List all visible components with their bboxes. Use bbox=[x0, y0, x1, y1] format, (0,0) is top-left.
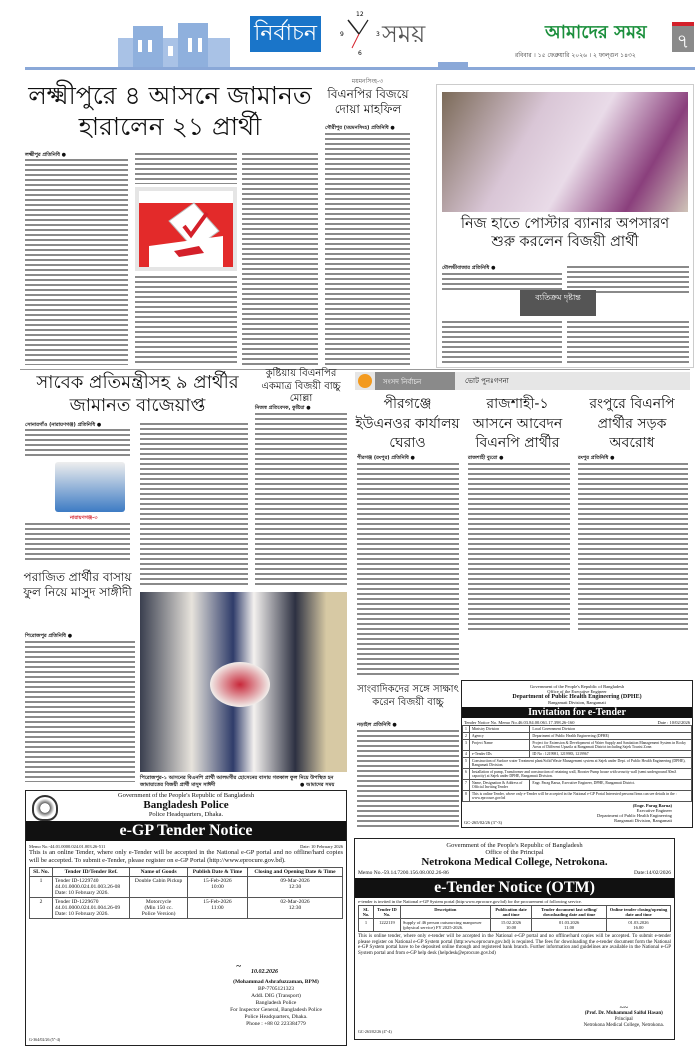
column-header: SL No. bbox=[30, 868, 53, 877]
netrokona-org: Netrokona Medical College, Netrokona. bbox=[421, 856, 608, 868]
police-signatory-hq: Police Headquarters, Dhaka. bbox=[244, 1014, 308, 1020]
netrokona-table bbox=[358, 905, 671, 932]
police-table bbox=[29, 867, 343, 919]
row-number: 5 bbox=[463, 758, 470, 769]
police-gov: Government of the People's Republic of Bangladesh bbox=[117, 792, 255, 799]
dphe-title: Invitation for e-Tender bbox=[462, 707, 692, 718]
rangpur-body bbox=[578, 462, 688, 632]
masud-photo-credit: ● আমাদের সময় bbox=[300, 782, 335, 788]
dphe-signatory-title: Executive Engineer bbox=[636, 808, 672, 813]
rangpur-headline: রংপুরে বিএনপি প্রার্থীর সড়ক অবরোধ bbox=[589, 396, 675, 452]
column-header: SL No. bbox=[359, 906, 374, 919]
police-signatory-phone: Phone : +88 02 223384779 bbox=[246, 1021, 306, 1027]
row-label: Ministry Division bbox=[469, 726, 529, 733]
mymensingh-byline: গৌরীপুর (ময়মনসিংহ) প্রতিনিধি ● bbox=[325, 125, 395, 131]
kushtia-byline: নিজস্ব প্রতিবেদক, কুষ্টিয়া ● bbox=[255, 405, 311, 411]
police-signatory-org: Bangladesh Police bbox=[255, 1000, 297, 1006]
section-logo bbox=[250, 16, 321, 52]
row-number: 2 bbox=[463, 733, 470, 740]
table-cell: 09-Mar-2026 12:30 bbox=[247, 877, 342, 898]
column-header: Name of Goods bbox=[130, 868, 188, 877]
table-cell: Supply of 46 person outsourcing manpower (physical service) FY 2025-2026. bbox=[400, 919, 490, 932]
table-cell: 15.02.2026 10.00 bbox=[490, 919, 532, 932]
police-signatory-for: For Inspector General, Bangladesh Police bbox=[230, 1007, 322, 1013]
pirganj-byline: পীরগঞ্জ (রংপুর) প্রতিনিধি ● bbox=[357, 455, 415, 461]
row-value: Local Government Division bbox=[530, 726, 692, 733]
page-number: ৭ bbox=[672, 22, 694, 52]
dphe-date: Date : 10/02/2026 bbox=[657, 720, 690, 725]
netrokona-signatory-name: (Prof. Dr. Muhammad Saiful Hasan) bbox=[584, 1011, 663, 1016]
poster-body-col1b bbox=[442, 320, 562, 365]
column-header: Publication date and time bbox=[490, 906, 532, 919]
rangpur-byline: রংপুর প্রতিনিধি ● bbox=[578, 455, 615, 461]
table-row bbox=[463, 791, 692, 802]
svg-text:3: 3 bbox=[376, 31, 380, 38]
narail-byline: নড়াইল প্রতিনিধি ● bbox=[357, 722, 397, 728]
rajshahi-byline: রাজশাহী ব্যুরো ● bbox=[468, 455, 504, 461]
svg-text:12: 12 bbox=[356, 11, 364, 18]
table-cell: 02-Mar-2026 12:30 bbox=[247, 898, 342, 919]
police-hq: Police Headquarters, Dhaka. bbox=[148, 811, 224, 818]
narail-headline: সাংবাদিকদের সঙ্গে সাক্ষাৎ করেন বিজয়ী বাচ্চু bbox=[357, 684, 459, 708]
pirganj-headline: পীরগঞ্জে ইউএনওর কার্যালয় ঘেরাও bbox=[355, 396, 460, 452]
narayanganj-byline: সোনারগাঁও (নারায়ণগঞ্জ) প্রতিনিধি ● bbox=[25, 422, 102, 428]
police-intro: This is an online Tender, where only e-Tender will be accepted in the National e-GP portal and no offline/hard copies will be accepted. To submit e-Tender, please register on e-GP Portal (http://www.eprocure.gov.bd). bbox=[29, 849, 343, 864]
header-rule bbox=[25, 67, 695, 70]
section-bar bbox=[355, 372, 690, 390]
lead-headline: লক্ষ্মীপুরে ৪ আসনে জামানত হারালেন ২১ প্রার্থী bbox=[28, 81, 312, 142]
dphe-memo: Tender Notice No. Memo No.46.03.84.00.061.17.398.26-160 bbox=[464, 720, 575, 725]
netrokona-office: Office of the Principal bbox=[485, 849, 544, 856]
narayanganj-body-col1b bbox=[25, 522, 130, 562]
row-value: ID No : 1219981, 1219983, 1219967 bbox=[530, 751, 692, 758]
dphe-tender-notice bbox=[461, 680, 693, 828]
dphe-table bbox=[462, 725, 692, 802]
table-cell: 01.03.2026 11.00 bbox=[532, 919, 607, 932]
netrokona-date: Date:14/02/2026 bbox=[634, 870, 671, 876]
netrokona-tender-notice bbox=[354, 838, 675, 1040]
table-row bbox=[359, 919, 671, 932]
clock-icon bbox=[338, 8, 382, 58]
row-label: Project Name bbox=[469, 740, 529, 751]
dphe-signatory-name: (Engr. Parag Barua) bbox=[632, 803, 672, 808]
masud-headline: পরাজিত প্রার্থীর বাসায় ফুল নিয়ে মাসুদ সাঙ্গীদী bbox=[23, 570, 132, 599]
kushtia-body bbox=[255, 412, 347, 587]
row-number: 8 bbox=[463, 791, 470, 802]
row-number: 3 bbox=[463, 740, 470, 751]
column-header: Closing and Opening Date & Time bbox=[247, 868, 342, 877]
masud-body bbox=[25, 640, 135, 782]
row-label: Agency bbox=[469, 733, 529, 740]
row-number: 1 bbox=[463, 726, 470, 733]
header-rule-block bbox=[438, 62, 468, 70]
table-row bbox=[30, 898, 343, 919]
table-row bbox=[463, 758, 692, 769]
column-header: Tender ID/Tender Ref. bbox=[53, 868, 130, 877]
pirganj-body bbox=[357, 462, 459, 677]
police-org: Bangladesh Police bbox=[143, 799, 229, 811]
row-number: 7 bbox=[463, 780, 470, 791]
row-label: e-Tender IDs bbox=[469, 751, 529, 758]
masud-byline: পিরোজপুর প্রতিনিধি ● bbox=[25, 633, 73, 639]
row-number: 6 bbox=[463, 769, 470, 780]
ballot-badge-icon bbox=[358, 374, 372, 388]
table-row bbox=[463, 751, 692, 758]
table-cell: 2 bbox=[30, 898, 53, 919]
police-signatory-title: Addl. DIG (Transport) bbox=[251, 993, 301, 999]
police-signatory-bp: BP-7705121323 bbox=[257, 986, 295, 992]
ballot-box-image bbox=[55, 462, 125, 512]
table-row bbox=[463, 733, 692, 740]
table-cell: Double Cabin Pickup bbox=[130, 877, 188, 898]
lead-body-col2b bbox=[135, 275, 237, 365]
police-code: G-364/02/26 (5"-4) bbox=[29, 1037, 61, 1042]
row-label: Name, Designation & Address of Official Inviting Tender bbox=[469, 780, 529, 791]
netrokona-body: This is online tender, where only e-tender will be accepted in the National e-GP portal and no offline/hard copies will be accepted. To submit e-tender please register on National e-GP System portal (http:www.eprocure.gov.bd) is required. The fees for downloading the e-tender document form the National e-GP System portal have to be deposited online through and registered bank branch. Further information and guidelines are available in the National e-GP System portal and from e-GP help desk (helpdesk@eprocure.gov.bd) bbox=[358, 934, 671, 956]
masud-flowers-photo bbox=[140, 592, 347, 772]
svg-text:6: 6 bbox=[358, 50, 362, 57]
date-line: রবিবার । ১৫ ফেব্রুয়ারি ২০২৬ । ২ ফাল্গুন ১৪৩২ bbox=[515, 52, 636, 59]
lead-body-col3 bbox=[242, 152, 318, 365]
table-cell: 01.03.2026 16.00 bbox=[606, 919, 670, 932]
dphe-signatory-dept: Department of Public Health Engineering bbox=[597, 813, 672, 818]
lead-body-col1 bbox=[25, 158, 128, 365]
police-signature-date: 10.02.2026 bbox=[251, 969, 278, 975]
police-date: Date: 10 February 2026 bbox=[300, 844, 343, 849]
dphe-division: Rangamati Division, Rangamati bbox=[548, 700, 606, 705]
column-header: Publish Date & Time bbox=[187, 868, 247, 877]
netrokona-signatory-title: Principal bbox=[614, 1017, 633, 1022]
lead-byline: লক্ষ্মীপুর প্রতিনিধি ● bbox=[25, 152, 67, 158]
netrokona-memo: Memo No.-59.14.7200.156.08.002.26-86 bbox=[358, 870, 449, 876]
narayanganj-dateline: নারায়ণগঞ্জ-৩ bbox=[70, 515, 98, 521]
table-cell: Tender ID-1229740 44.01.0000.024.01.003.26-08 Date: 10 February 2026. bbox=[53, 877, 130, 898]
table-row bbox=[463, 740, 692, 751]
police-signature: ~ bbox=[236, 961, 242, 971]
netrokona-gov: Government of the People's Republic of Bangladesh bbox=[446, 842, 583, 849]
poster-removal-photo bbox=[442, 92, 688, 212]
police-tender-notice bbox=[25, 790, 347, 1046]
table-cell: 1222119 bbox=[374, 919, 401, 932]
row-label: Installation of pump, Transformer and construction of retaining wall, Booster Pump house with security wall (semi underground 30m3 capacity) at Sajek under DPHE, Rangamati Division. bbox=[469, 769, 691, 780]
parliament-building-icon bbox=[118, 18, 230, 68]
netrokona-intro: e-tender is invited in the National e-GP System portal (http:www.eprocure.gov.bd) for the procurement of following service. bbox=[358, 899, 582, 904]
row-label: This is online Tender, where only e-Tender will be accepted in the National e-GP Portal Interested persons/firms can see details in the : www.eprocure.gov.bd bbox=[469, 791, 691, 802]
mymensingh-kicker: ময়মনসিংহ-৩ bbox=[351, 78, 384, 85]
police-title: e-GP Tender Notice bbox=[26, 821, 346, 841]
svg-text:9: 9 bbox=[340, 31, 344, 38]
mymensingh-body bbox=[325, 132, 410, 365]
section-tag: সংসদ নির্বাচন bbox=[375, 372, 455, 390]
narayanganj-headline: সাবেক প্রতিমন্ত্রীসহ ৯ প্রার্থীর জামানত বাজেয়াপ্ত bbox=[36, 372, 239, 416]
table-row bbox=[30, 877, 343, 898]
section-subtag: ভোট পুনঃগণনা bbox=[465, 377, 509, 385]
row-value: Project for Extension & Development of Water Supply and Sanitation Management System in Rocky Areas of Different Upazila at Rangamati District including Sajek Tourist Zone. bbox=[530, 740, 692, 751]
column-header: Tender document last selling/ downloading date and time bbox=[532, 906, 607, 919]
rajshahi-body bbox=[468, 462, 570, 632]
table-cell: 1 bbox=[30, 877, 53, 898]
table-cell: 1 bbox=[359, 919, 374, 932]
column-header: Description bbox=[400, 906, 490, 919]
table-row bbox=[463, 726, 692, 733]
police-signatory-name: (Mohammad Ashrafuzzaman, BPM) bbox=[233, 979, 319, 985]
dphe-office: Office of the Executive Engineer bbox=[547, 689, 607, 694]
narayanganj-body-col1 bbox=[25, 428, 130, 458]
table-row bbox=[463, 769, 692, 780]
row-value: Engr. Parag Barua, Executive Engineer, DPHE, Rangamati District. bbox=[530, 780, 692, 791]
dphe-gov: Government of the People's Republic of Bangladesh bbox=[529, 684, 625, 689]
dphe-signatory-division: Rangamati Division, Rangamati bbox=[614, 818, 672, 823]
masud-photo-caption: পিরোজপুর-১ আসনের বিএনপি প্রার্থী আলমগীর হোসেনের বাসায় গতকাল ফুল নিয়ে উপস্থিত হন জামায়াতের বিজয়ী প্রার্থী মাসুদ সাঈদী bbox=[140, 775, 334, 788]
bouquet bbox=[210, 662, 270, 707]
police-memo: Memo No.-44.01.0000.024.01.003.26-511 bbox=[29, 844, 106, 849]
column-header: Tender ID No. bbox=[374, 906, 401, 919]
police-emblem bbox=[32, 795, 58, 821]
section-divider bbox=[20, 369, 690, 370]
row-label: Construction of Surface water Treatment plant/Solid Waste Management system at Sajek under Dept. of Public Health Engineering (DPHE), Rangamati Division. bbox=[469, 758, 691, 769]
section-logo-suffix: সময় bbox=[382, 20, 426, 48]
netrokona-signatory-org: Netrokona Medical College, Netrokona. bbox=[583, 1023, 664, 1028]
dphe-dept: Department of Public Health Engineering (DPHE) bbox=[512, 694, 642, 700]
table-cell: 15-Feb-2026 10:00 bbox=[187, 877, 247, 898]
column-header: Online tender closing/opening date and time bbox=[606, 906, 670, 919]
row-value: Department of Public Health Engineering (DPHE) bbox=[530, 733, 692, 740]
dphe-code: GC-265/02/26 (3"-3) bbox=[464, 820, 502, 825]
ballot-tick-image bbox=[135, 187, 237, 271]
netrokona-signature: ~~ bbox=[619, 1003, 629, 1012]
table-row bbox=[463, 780, 692, 791]
poster-body-col1 bbox=[442, 272, 562, 292]
table-cell: Motorcycle (Min 150 cc. Police Version) bbox=[130, 898, 188, 919]
row-number: 4 bbox=[463, 751, 470, 758]
netrokona-title: e-Tender Notice (OTM) bbox=[355, 878, 674, 898]
poster-byline: মৌলভীবাজার প্রতিনিধি ● bbox=[442, 265, 496, 271]
netrokona-code: GC-263/02/26 (4"-4) bbox=[358, 1029, 392, 1034]
table-cell: 15-Feb-2026 11:00 bbox=[187, 898, 247, 919]
kushtia-headline: কুষ্টিয়ায় বিএনপির একমাত্র বিজয়ী বাচ্চু মোল্লা bbox=[261, 368, 341, 404]
poster-body-col2b bbox=[567, 320, 689, 365]
poster-highlight-box: ব্যতিক্রম দৃষ্টান্ত bbox=[520, 290, 596, 316]
mymensingh-headline: বিএনপির বিজয়ে দোয়া মাহফিল bbox=[327, 87, 409, 116]
poster-headline: নিজ হাতে পোস্টার ব্যানার অপসারণ শুরু করলেন বিজয়ী প্রার্থী bbox=[460, 216, 670, 251]
narayanganj-body-col2 bbox=[140, 422, 248, 587]
table-cell: Tender ID-1229670 44.01.0000.024.01.004.26-09 Date: 10 February 2026. bbox=[53, 898, 130, 919]
narail-body bbox=[357, 729, 459, 829]
lead-body-col2 bbox=[135, 152, 237, 184]
rajshahi-headline: রাজশাহী-১ আসনে আবেদন বিএনপি প্রার্থীর bbox=[472, 396, 563, 452]
masthead: আমাদের সময় bbox=[545, 22, 647, 43]
section-logo-text: নির্বাচন bbox=[250, 16, 321, 52]
